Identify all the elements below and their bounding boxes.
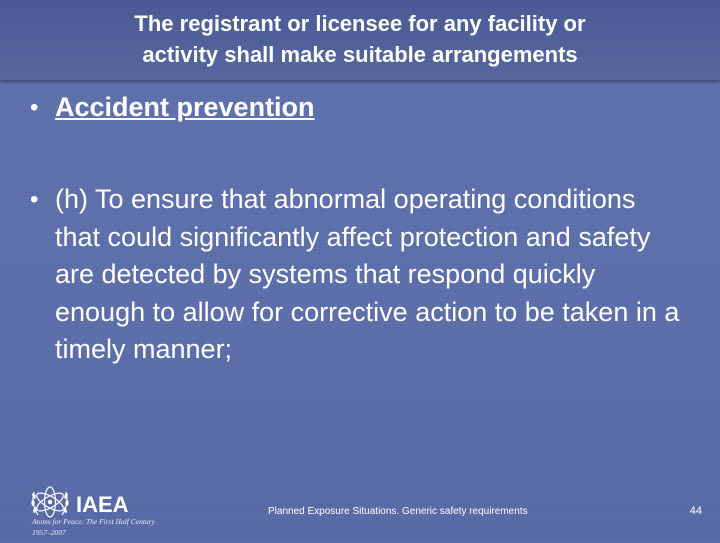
slide-title	[20, 8, 700, 70]
logo-tagline: Atoms for Peace: The First Half Century	[32, 517, 155, 526]
title-band	[0, 0, 720, 80]
footer-caption: Planned Exposure Situations. Generic safety requirements	[268, 506, 528, 517]
page-number: 44	[689, 505, 702, 517]
bullet-text: (h) To ensure that abnormal operating conditions that could significantly affect protection and safety are detected by systems that respond quickly enough to allow for corrective action to be taken in a timely manner;	[55, 184, 680, 364]
bullet-marker: •	[30, 186, 39, 213]
logo-years: 1957–2007	[32, 528, 66, 537]
title-line-2: activity shall make suitable arrangements	[142, 42, 578, 67]
atom-emblem-icon	[28, 482, 228, 538]
iaea-logo	[28, 482, 228, 538]
bullet-marker: •	[30, 94, 39, 121]
logo-wordmark: IAEA	[76, 492, 129, 517]
bullet-heading: Accident prevention	[55, 92, 315, 122]
title-line-1: The registrant or licensee for any facility or	[134, 11, 586, 36]
